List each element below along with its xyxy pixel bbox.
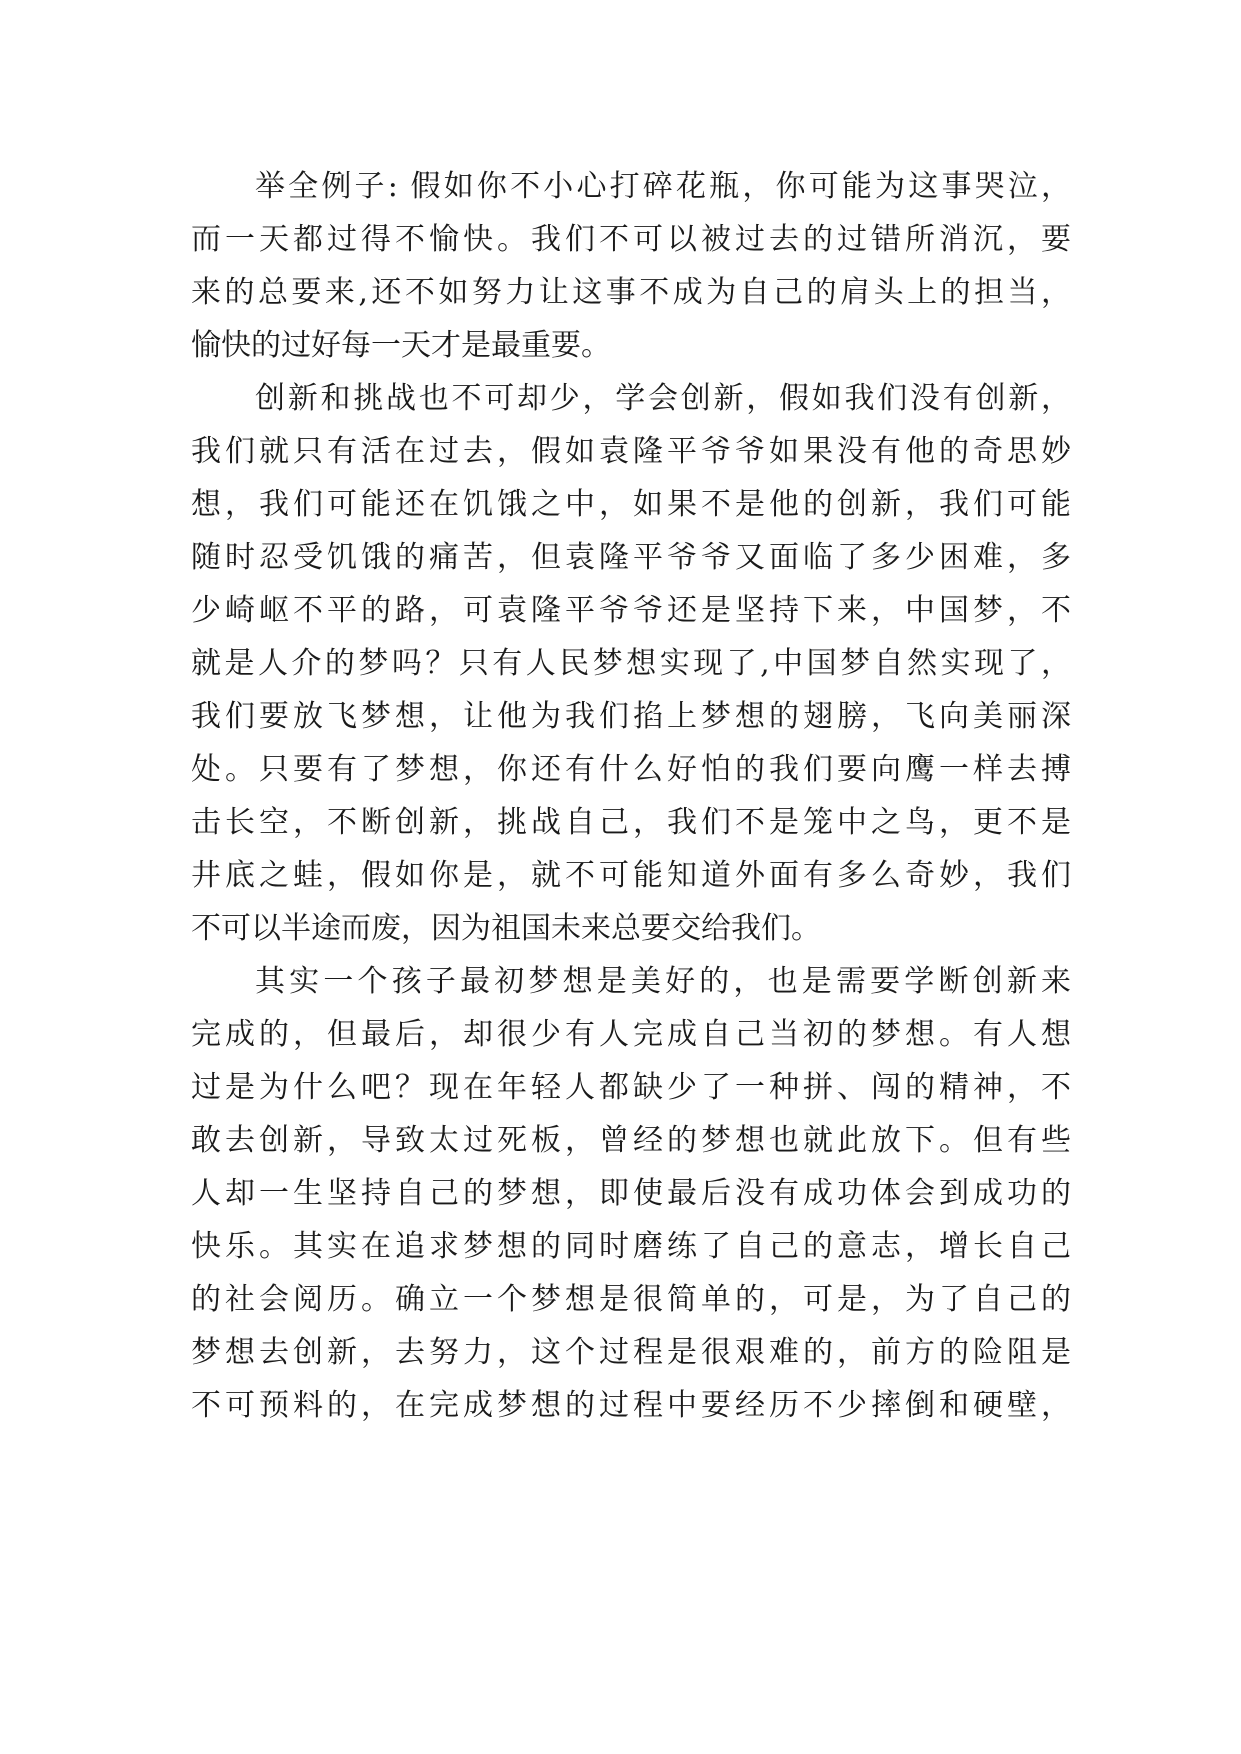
paragraph-2-line-10: 井底之蛙，假如你是，就不可能知道外面有多么奇妙，我们 [191, 858, 1071, 893]
paragraph-2-line-8: 处。只要有了梦想，你还有什么好怕的我们要向鹰一样去搏 [191, 752, 1071, 787]
paragraph-2-line-5: 少崎岖不平的路，可袁隆平爷爷还是坚持下来，中国梦，不 [191, 593, 1071, 628]
paragraph-3-line-3: 过是为什么吧？现在年轻人都缺少了一种拼、闯的精神，不 [191, 1070, 1071, 1105]
paragraph-3-line-6: 快乐。其实在追求梦想的同时磨练了自己的意志，增长自己 [191, 1229, 1071, 1264]
paragraph-3-line-1: 其实一个孩子最初梦想是美好的，也是需要学断创新来 [255, 964, 1071, 999]
paragraph-3-line-2: 完成的，但最后，却很少有人完成自己当初的梦想。有人想 [191, 1017, 1071, 1052]
paragraph-1-line-4: 愉快的过好每一天才是最重要。 [191, 328, 611, 363]
document-body [191, 160, 1071, 1432]
paragraph-3-line-9: 不可预料的，在完成梦想的过程中要经历不少摔倒和硬壁， [191, 1388, 1071, 1423]
paragraph-1-line-1: 举全例子: 假如你不小心打碎花瓶，你可能为这事哭泣， [255, 169, 1071, 204]
paragraph-1-line-3: 来的总要来,还不如努力让这事不成为自己的肩头上的担当， [191, 275, 1071, 310]
paragraph-3-line-4: 敢去创新，导致太过死板，曾经的梦想也就此放下。但有些 [191, 1123, 1071, 1158]
paragraph-1-line-2: 而一天都过得不愉快。我们不可以被过去的过错所消沉，要 [191, 222, 1071, 257]
paragraph-2-line-11: 不可以半途而废，因为祖国未来总要交给我们。 [191, 911, 821, 946]
paragraph-2-line-3: 想，我们可能还在饥饿之中，如果不是他的创新，我们可能 [191, 487, 1071, 522]
paragraph-3-line-5: 人却一生坚持自己的梦想，即使最后没有成功体会到成功的 [191, 1176, 1071, 1211]
paragraph-2-line-1: 创新和挑战也不可却少，学会创新，假如我们没有创新， [255, 381, 1071, 416]
paragraph-2-line-2: 我们就只有活在过去，假如袁隆平爷爷如果没有他的奇思妙 [191, 434, 1071, 469]
paragraph-2-line-9: 击长空，不断创新，挑战自己，我们不是笼中之鸟，更不是 [191, 805, 1071, 840]
paragraph-3-line-8: 梦想去创新，去努力，这个过程是很艰难的，前方的险阻是 [191, 1335, 1071, 1370]
paragraph-3-line-7: 的社会阅历。确立一个梦想是很简单的，可是，为了自己的 [191, 1282, 1071, 1317]
paragraph-2-line-7: 我们要放飞梦想，让他为我们掐上梦想的翅膀，飞向美丽深 [191, 699, 1071, 734]
paragraph-2-line-4: 随时忍受饥饿的痛苦，但袁隆平爷爷又面临了多少困难，多 [191, 540, 1071, 575]
paragraph-2-line-6: 就是人介的梦吗？只有人民梦想实现了,中国梦自然实现了， [191, 646, 1071, 681]
